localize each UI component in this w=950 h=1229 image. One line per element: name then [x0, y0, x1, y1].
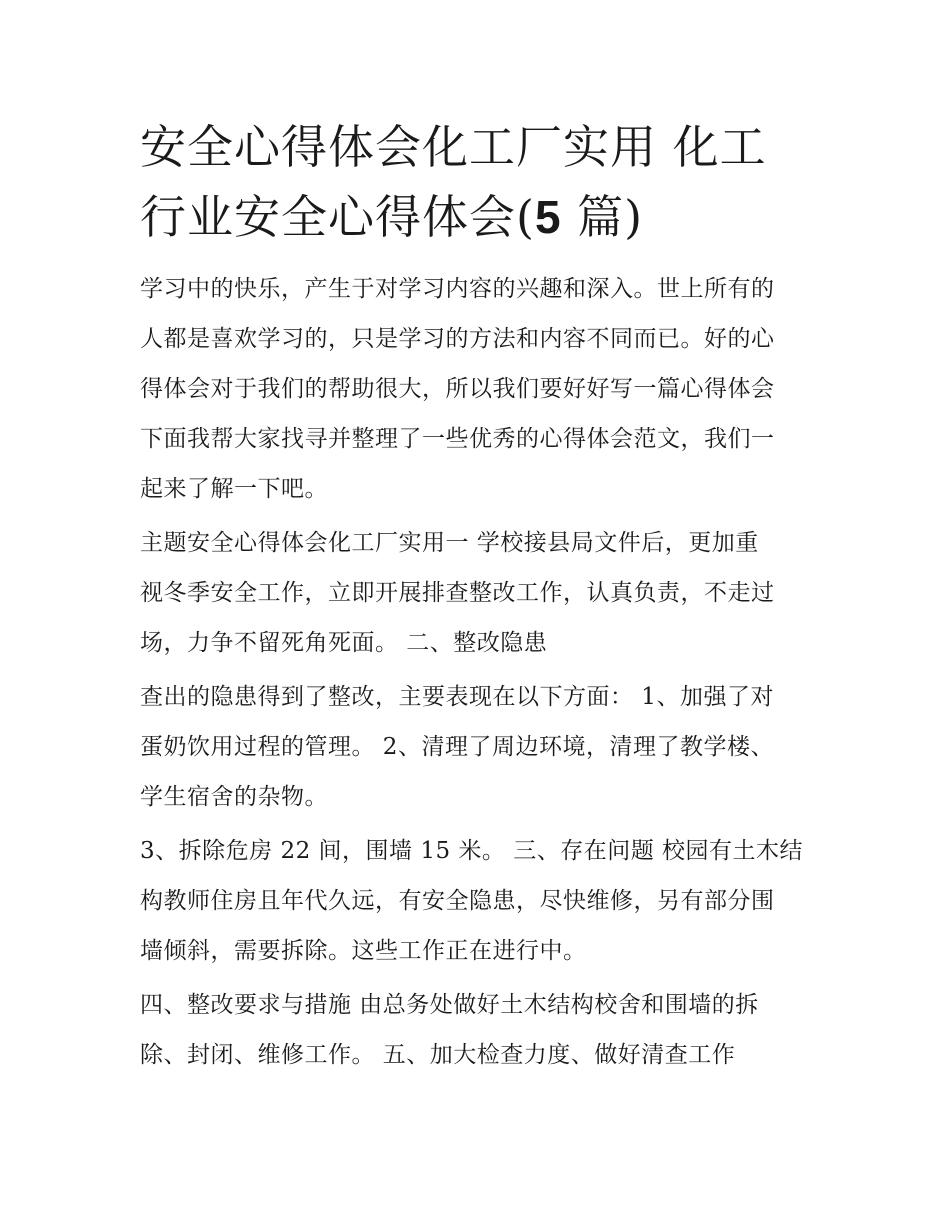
text-line: 下面我帮大家找寻并整理了一些优秀的心得体会范文，我们一	[140, 426, 775, 452]
document-body	[140, 112, 812, 1084]
text-line: 学生宿舍的杂物。	[140, 784, 328, 810]
title-line-2-suffix: 篇)	[561, 190, 644, 244]
text-line: 除、封闭、维修工作。 五、加大检查力度、做好清查工作	[140, 1042, 736, 1068]
text-line: 四、整改要求与措施 由总务处做好土木结构校舍和围墙的拆	[140, 992, 759, 1018]
title-line-1: 安全心得体会化工厂实用 化工	[140, 120, 767, 174]
title-article-count: 5	[534, 191, 562, 243]
text-line: 查出的隐患得到了整改，主要表现在以下方面： 1、加强了对	[140, 684, 774, 710]
text-line: 构教师住房且年代久远，有安全隐患，尽快维修，另有部分围	[140, 888, 775, 914]
text-line: 得体会对于我们的帮助很大，所以我们要好好写一篇心得体会	[140, 376, 775, 402]
title-line-2-prefix: 行业安全心得体会(	[140, 190, 535, 244]
text-line: 场，力争不留死角死面。 二、整改隐患	[140, 630, 548, 656]
text-line: 人都是喜欢学习的，只是学习的方法和内容不同而已。好的心	[140, 326, 775, 352]
text-line: 3、拆除危房 22 间，围墙 15 米。 三、存在问题 校园有土木结	[140, 838, 804, 864]
text-line: 学习中的快乐，产生于对学习内容的兴趣和深入。世上所有的	[140, 276, 775, 302]
text-line: 起来了解一下吧。	[140, 476, 328, 502]
paragraph-measures	[140, 980, 812, 1080]
text-line: 墙倾斜，需要拆除。这些工作正在进行中。	[140, 938, 587, 964]
document-title	[140, 112, 812, 252]
paragraph-topic-one	[140, 518, 812, 668]
paragraph-intro	[140, 264, 812, 514]
paragraph-rectification	[140, 672, 812, 822]
text-line: 蛋奶饮用过程的管理。 2、清理了周边环境，清理了教学楼、	[140, 734, 774, 760]
paragraph-problems	[140, 826, 812, 976]
title-line-2	[140, 182, 812, 252]
text-line: 主题安全心得体会化工厂实用一 学校接县局文件后，更加重	[140, 530, 759, 556]
text-line: 视冬季安全工作，立即开展排查整改工作，认真负责，不走过	[140, 580, 775, 606]
